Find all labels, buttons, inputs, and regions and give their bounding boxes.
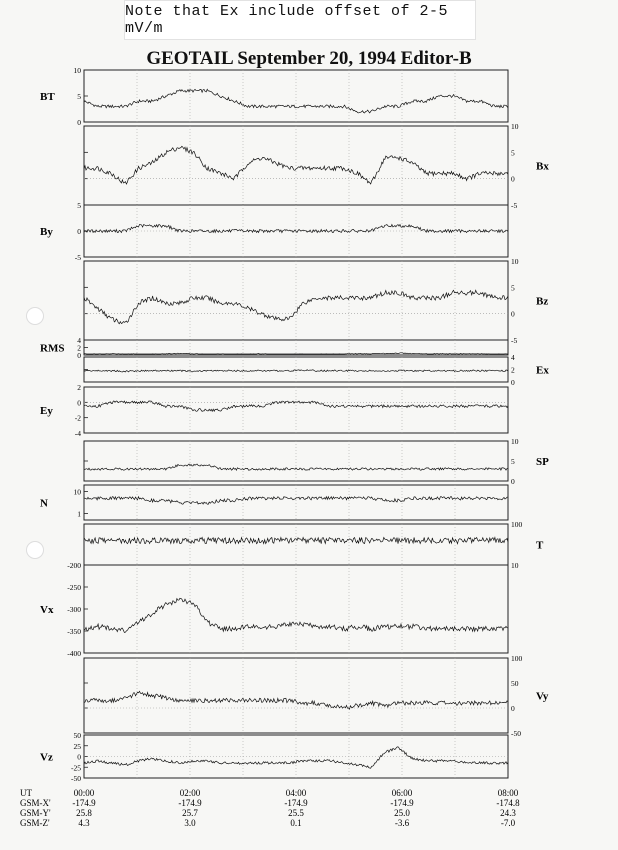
series-by [84,225,508,233]
series-sp [84,464,508,470]
y-tick-label: 50 [73,731,81,740]
orbit-value: 04:00 [285,788,307,798]
chart-title: GEOTAIL September 20, 1994 Editor-B [146,48,472,69]
y-tick-label: -200 [67,561,81,570]
y-tick-label: -50 [511,729,521,738]
orbit-value: -174.9 [178,798,202,808]
y-tick-label: -5 [511,201,518,210]
y-tick-label: 10 [511,257,519,266]
y-tick-label: 10 [73,66,81,75]
orbit-value: 00:00 [73,788,95,798]
y-tick-label: 4 [511,353,515,362]
orbit-value: -174.9 [284,798,308,808]
y-tick-label: 50 [511,679,519,688]
y-tick-label: -300 [67,605,81,614]
panel-by [40,201,508,262]
y-tick-label: 5 [511,148,515,158]
orbit-table [20,788,520,828]
y-tick-label: -25 [71,763,81,773]
y-tick-label: 10 [511,561,519,570]
panel-label: N [40,497,48,510]
panel-label: Vy [536,690,549,703]
y-tick-label: 4 [77,336,81,345]
panel-label: RMS [40,342,65,355]
y-tick-label: 0 [511,477,515,486]
y-tick-label: 0 [77,227,81,236]
panel-rms [40,336,508,360]
y-tick-label: 1 [77,509,81,519]
orbit-value: 25.0 [394,808,410,818]
orbit-value: -7.0 [500,818,516,828]
y-tick-label: 0 [511,309,515,319]
y-tick-label: 2 [77,383,81,392]
y-tick-label: 5 [77,92,81,101]
y-tick-label: 0 [77,118,81,127]
y-tick-label: 5 [511,457,515,466]
y-tick-label: 10 [511,437,519,446]
orbit-row-label: GSM-Y' [20,808,51,818]
orbit-value: 0.1 [290,818,302,828]
orbit-value: 24.3 [500,808,516,818]
panel-bx [84,122,549,210]
orbit-value: 25.5 [288,808,304,818]
panel-label: Bz [536,295,549,308]
orbit-value: -3.6 [394,818,410,828]
panel-frame [84,485,508,520]
panel-label: SP [536,456,549,468]
orbit-value: -174.9 [390,798,414,808]
y-tick-label: 0 [511,378,515,387]
panel-label: Ex [536,364,549,377]
y-tick-label: -5 [74,253,81,262]
panel-label: T [536,539,544,552]
y-tick-label: 100 [511,654,523,663]
orbit-value: -174.9 [72,798,96,808]
y-tick-label: 2 [77,343,81,353]
y-tick-label: 0 [511,704,515,713]
y-tick-label: 10 [511,122,519,131]
orbit-value: 3.0 [184,818,196,828]
y-tick-label: 5 [77,201,81,210]
y-tick-label: 5 [511,283,515,293]
panel-label: Vz [40,751,53,764]
y-tick-label: 0 [511,174,515,184]
y-tick-label: -4 [74,429,81,438]
panel-frame [84,565,508,653]
series-vx [84,598,508,632]
orbit-value: 08:00 [497,788,519,798]
orbit-value: 25.8 [76,808,92,818]
orbit-value: 4.3 [78,818,90,828]
y-tick-label: 100 [511,520,523,529]
y-tick-label: 0 [77,752,81,762]
panel-label: Ey [40,405,53,417]
panel-vx [40,561,508,658]
panel-bz [84,257,548,345]
panel-label: BT [40,91,55,103]
orbit-row-label: UT [20,788,32,798]
orbit-value: 06:00 [391,788,413,798]
panel-ey [40,383,508,438]
y-tick-label: -2 [74,413,81,423]
panel-label: By [40,226,53,238]
panel-bt [40,66,508,127]
panel-vy [84,654,549,738]
orbit-row-label: GSM-X' [20,798,51,808]
y-tick-label: 0 [77,351,81,360]
y-tick-label: 0 [77,398,81,408]
y-tick-label: -50 [71,774,81,783]
panel-frame [84,70,508,122]
panel-ex [84,353,549,387]
panel-t [84,520,544,570]
y-tick-label: -400 [67,649,81,658]
panel-vz [40,731,508,783]
y-tick-label: -5 [511,336,518,345]
panel-label: Bx [536,160,549,173]
panel-label: Vx [40,604,54,616]
y-tick-label: -350 [67,627,81,636]
orbit-value: 02:00 [179,788,201,798]
y-tick-label: 10 [73,487,81,497]
y-tick-label: 25 [73,741,81,751]
panel-n [40,485,508,520]
y-tick-label: -250 [67,583,81,592]
orbit-value: 25.7 [182,808,198,818]
orbit-row-label: GSM-Z' [20,818,50,828]
orbit-value: -174.8 [496,798,520,808]
panel-sp [84,437,549,486]
offset-note: Note that Ex include offset of 2-5 mV/m [124,0,476,40]
y-tick-label: 2 [511,365,515,375]
